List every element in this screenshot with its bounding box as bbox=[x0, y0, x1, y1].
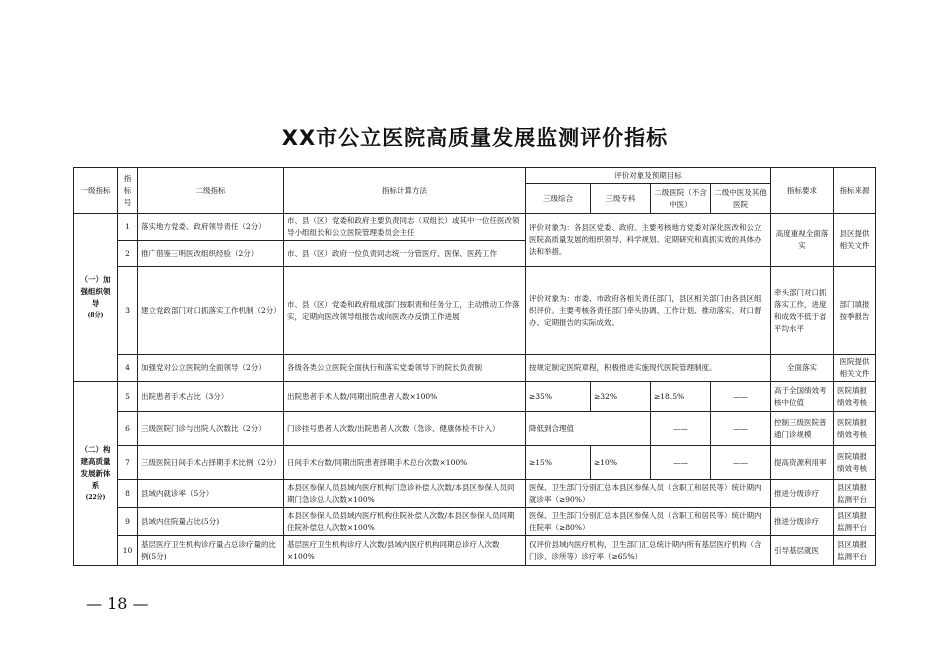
category-label: （二）构建高质量发展新体系 bbox=[80, 444, 111, 490]
row-num: 6 bbox=[118, 412, 138, 446]
row-target-tier2-general: —— bbox=[651, 412, 711, 446]
row-target-tier3: 降低到合理值 bbox=[526, 412, 651, 446]
category-weight: (22分) bbox=[85, 493, 106, 501]
row-target-tier2-tcm: —— bbox=[711, 412, 771, 446]
row-name: 县域内就诊率（5分） bbox=[138, 480, 284, 508]
row-source: 医院填报绩效考核 bbox=[834, 412, 876, 446]
header-level2: 二级指标 bbox=[138, 168, 284, 214]
row-name: 出院患者手术占比（3分） bbox=[138, 382, 284, 412]
row-method: 基层医疗卫生机构诊疗人次数/县域内医疗机构同期总诊疗人次数×100% bbox=[284, 536, 526, 566]
row-eval: 评价对象为：各县区党委、政府。主要考核地方党委对深化医改和公立医院高质量发展的组织领导、科学规划、定期研究和真抓实效的具体办法和举措。 bbox=[526, 214, 771, 267]
row-method: 本县区参保人员县域内医疗机构住院补偿人次数/本县区参保人员同期住院补偿总人次数×100% bbox=[284, 508, 526, 536]
row-eval: 按规定制定医院章程，积极推进实施现代医院管理制度。 bbox=[526, 355, 771, 382]
header-tier2-general: 二级医院（不含中医） bbox=[651, 184, 711, 214]
row-source: 县区提供相关文件 bbox=[834, 214, 876, 267]
row-target-tier2-general: —— bbox=[651, 446, 711, 480]
page-number: — 18 — bbox=[86, 594, 149, 613]
table-row bbox=[74, 446, 876, 480]
header-tier3-general: 三级综合 bbox=[526, 184, 591, 214]
row-source: 县区填报监测平台 bbox=[834, 480, 876, 508]
row-requirement: 控制三级医院普通门诊规模 bbox=[771, 412, 834, 446]
row-target-tier2-tcm: —— bbox=[711, 382, 771, 412]
table-row bbox=[74, 382, 876, 412]
header-num: 指标号 bbox=[118, 168, 138, 214]
row-requirement: 提高资源利用率 bbox=[771, 446, 834, 480]
row-name: 加强党对公立医院的全面领导（2分） bbox=[138, 355, 284, 382]
table-row bbox=[74, 355, 876, 382]
row-method: 出院患者手术人数/同期出院患者人数×100% bbox=[284, 382, 526, 412]
indicator-table bbox=[73, 167, 876, 566]
row-num: 4 bbox=[118, 355, 138, 382]
row-num: 3 bbox=[118, 267, 138, 355]
row-source: 医院提供相关文件 bbox=[834, 355, 876, 382]
row-num: 8 bbox=[118, 480, 138, 508]
row-num: 9 bbox=[118, 508, 138, 536]
row-name: 落实地方党委、政府领导责任（2分） bbox=[138, 214, 284, 241]
row-requirement: 引导基层就医 bbox=[771, 536, 834, 566]
row-num: 7 bbox=[118, 446, 138, 480]
page-title: XX市公立医院高质量发展监测评价指标 bbox=[281, 126, 669, 150]
header-tier2-tcm: 二级中医及其他医院 bbox=[711, 184, 771, 214]
row-eval: 评价对象为：市委、市政府各相关责任部门，县区相关部门由各县区组织评价。主要考核各责任部门牵头协调、工作计划、推动落实、对口督办、定期报告的实际成效。 bbox=[526, 267, 771, 355]
category-label: （一）加强组织领导 bbox=[80, 274, 111, 308]
row-eval: 医保、卫生部门分别汇总本县区参保人员（含职工和居民等）统计期内住院率（≥80%） bbox=[526, 508, 771, 536]
row-name: 建立党政部门对口抓落实工作机制（2分） bbox=[138, 267, 284, 355]
row-eval: 医保、卫生部门分别汇总本县区参保人员（含职工和居民等）统计期内就诊率（≥90%） bbox=[526, 480, 771, 508]
row-target-tier2-tcm: —— bbox=[711, 446, 771, 480]
table-row bbox=[74, 508, 876, 536]
row-requirement: 高于全国绩效考核中位值 bbox=[771, 382, 834, 412]
header-tier3-special: 三级专科 bbox=[591, 184, 651, 214]
row-method: 市、县（区）党委和政府组成部门按职责和任务分工，主动推动工作落实，定期向医改领导组报告或向医改办反馈工作进展 bbox=[284, 267, 526, 355]
category-cell bbox=[74, 214, 118, 382]
row-source: 医院填报绩效考核 bbox=[834, 446, 876, 480]
row-name: 推广借鉴三明医改组织经验（2分） bbox=[138, 241, 284, 267]
row-source: 县区填报监测平台 bbox=[834, 536, 876, 566]
row-source: 县区填报监测平台 bbox=[834, 508, 876, 536]
table-row bbox=[74, 480, 876, 508]
row-method: 日间手术台数/同期出院患者择期手术总台次数×100% bbox=[284, 446, 526, 480]
row-target-tier2-general: ≥18.5% bbox=[651, 382, 711, 412]
row-num: 5 bbox=[118, 382, 138, 412]
row-name: 县域内住院量占比(5分) bbox=[138, 508, 284, 536]
header-level1: 一级指标 bbox=[74, 168, 118, 214]
row-target-tier3-general: ≥15% bbox=[526, 446, 591, 480]
table-row bbox=[74, 214, 876, 241]
row-name: 三级医院日间手术占择期手术比例（2分） bbox=[138, 446, 284, 480]
row-target-tier3-special: ≥32% bbox=[591, 382, 651, 412]
row-requirement: 推进分级诊疗 bbox=[771, 480, 834, 508]
table-header-row bbox=[74, 168, 876, 184]
row-name: 三级医院门诊与出院人次数比（2分） bbox=[138, 412, 284, 446]
row-method: 市、县（区）政府一位负责同志统一分管医疗、医保、医药工作 bbox=[284, 241, 526, 267]
row-method: 本县区参保人员县域内医疗机构门急诊补偿人次数/本县区参保人员同期门急诊总人次数×100% bbox=[284, 480, 526, 508]
row-requirement: 牵头部门对口抓落实工作，进度和成效不低于省平均水平 bbox=[771, 267, 834, 355]
category-cell bbox=[74, 382, 118, 566]
row-requirement: 全面落实 bbox=[771, 355, 834, 382]
row-method: 市、县（区）党委和政府主要负责同志（双组长）或其中一位任医改领导小组组长和公立医院管理委员会主任 bbox=[284, 214, 526, 241]
row-requirement: 推进分级诊疗 bbox=[771, 508, 834, 536]
row-name: 基层医疗卫生机构诊疗量占总诊疗量的比例(5分) bbox=[138, 536, 284, 566]
row-eval: 仅评价县域内医疗机构，卫生部门汇总统计期内所有基层医疗机构（含门诊、诊所等）诊疗率（≥65%） bbox=[526, 536, 771, 566]
row-num: 2 bbox=[118, 241, 138, 267]
table-row bbox=[74, 412, 876, 446]
row-num: 1 bbox=[118, 214, 138, 241]
table-row bbox=[74, 267, 876, 355]
header-eval-group: 评价对象及预期目标 bbox=[526, 168, 771, 184]
header-method: 指标计算方法 bbox=[284, 168, 526, 214]
row-source: 医院填报绩效考核 bbox=[834, 382, 876, 412]
row-num: 10 bbox=[118, 536, 138, 566]
header-source: 指标来源 bbox=[834, 168, 876, 214]
header-requirement: 指标要求 bbox=[771, 168, 834, 214]
row-method: 各级各类公立医院全面执行和落实党委领导下的院长负责制 bbox=[284, 355, 526, 382]
category-weight: (8分) bbox=[87, 311, 104, 319]
row-source: 部门填报按季报告 bbox=[834, 267, 876, 355]
row-requirement: 高度重视全面落实 bbox=[771, 214, 834, 267]
row-method: 门诊挂号患者人次数/出院患者人次数（急诊、健康体检不计入） bbox=[284, 412, 526, 446]
table-row bbox=[74, 536, 876, 566]
row-target-tier3-special: ≥10% bbox=[591, 446, 651, 480]
row-target-tier3-general: ≥35% bbox=[526, 382, 591, 412]
